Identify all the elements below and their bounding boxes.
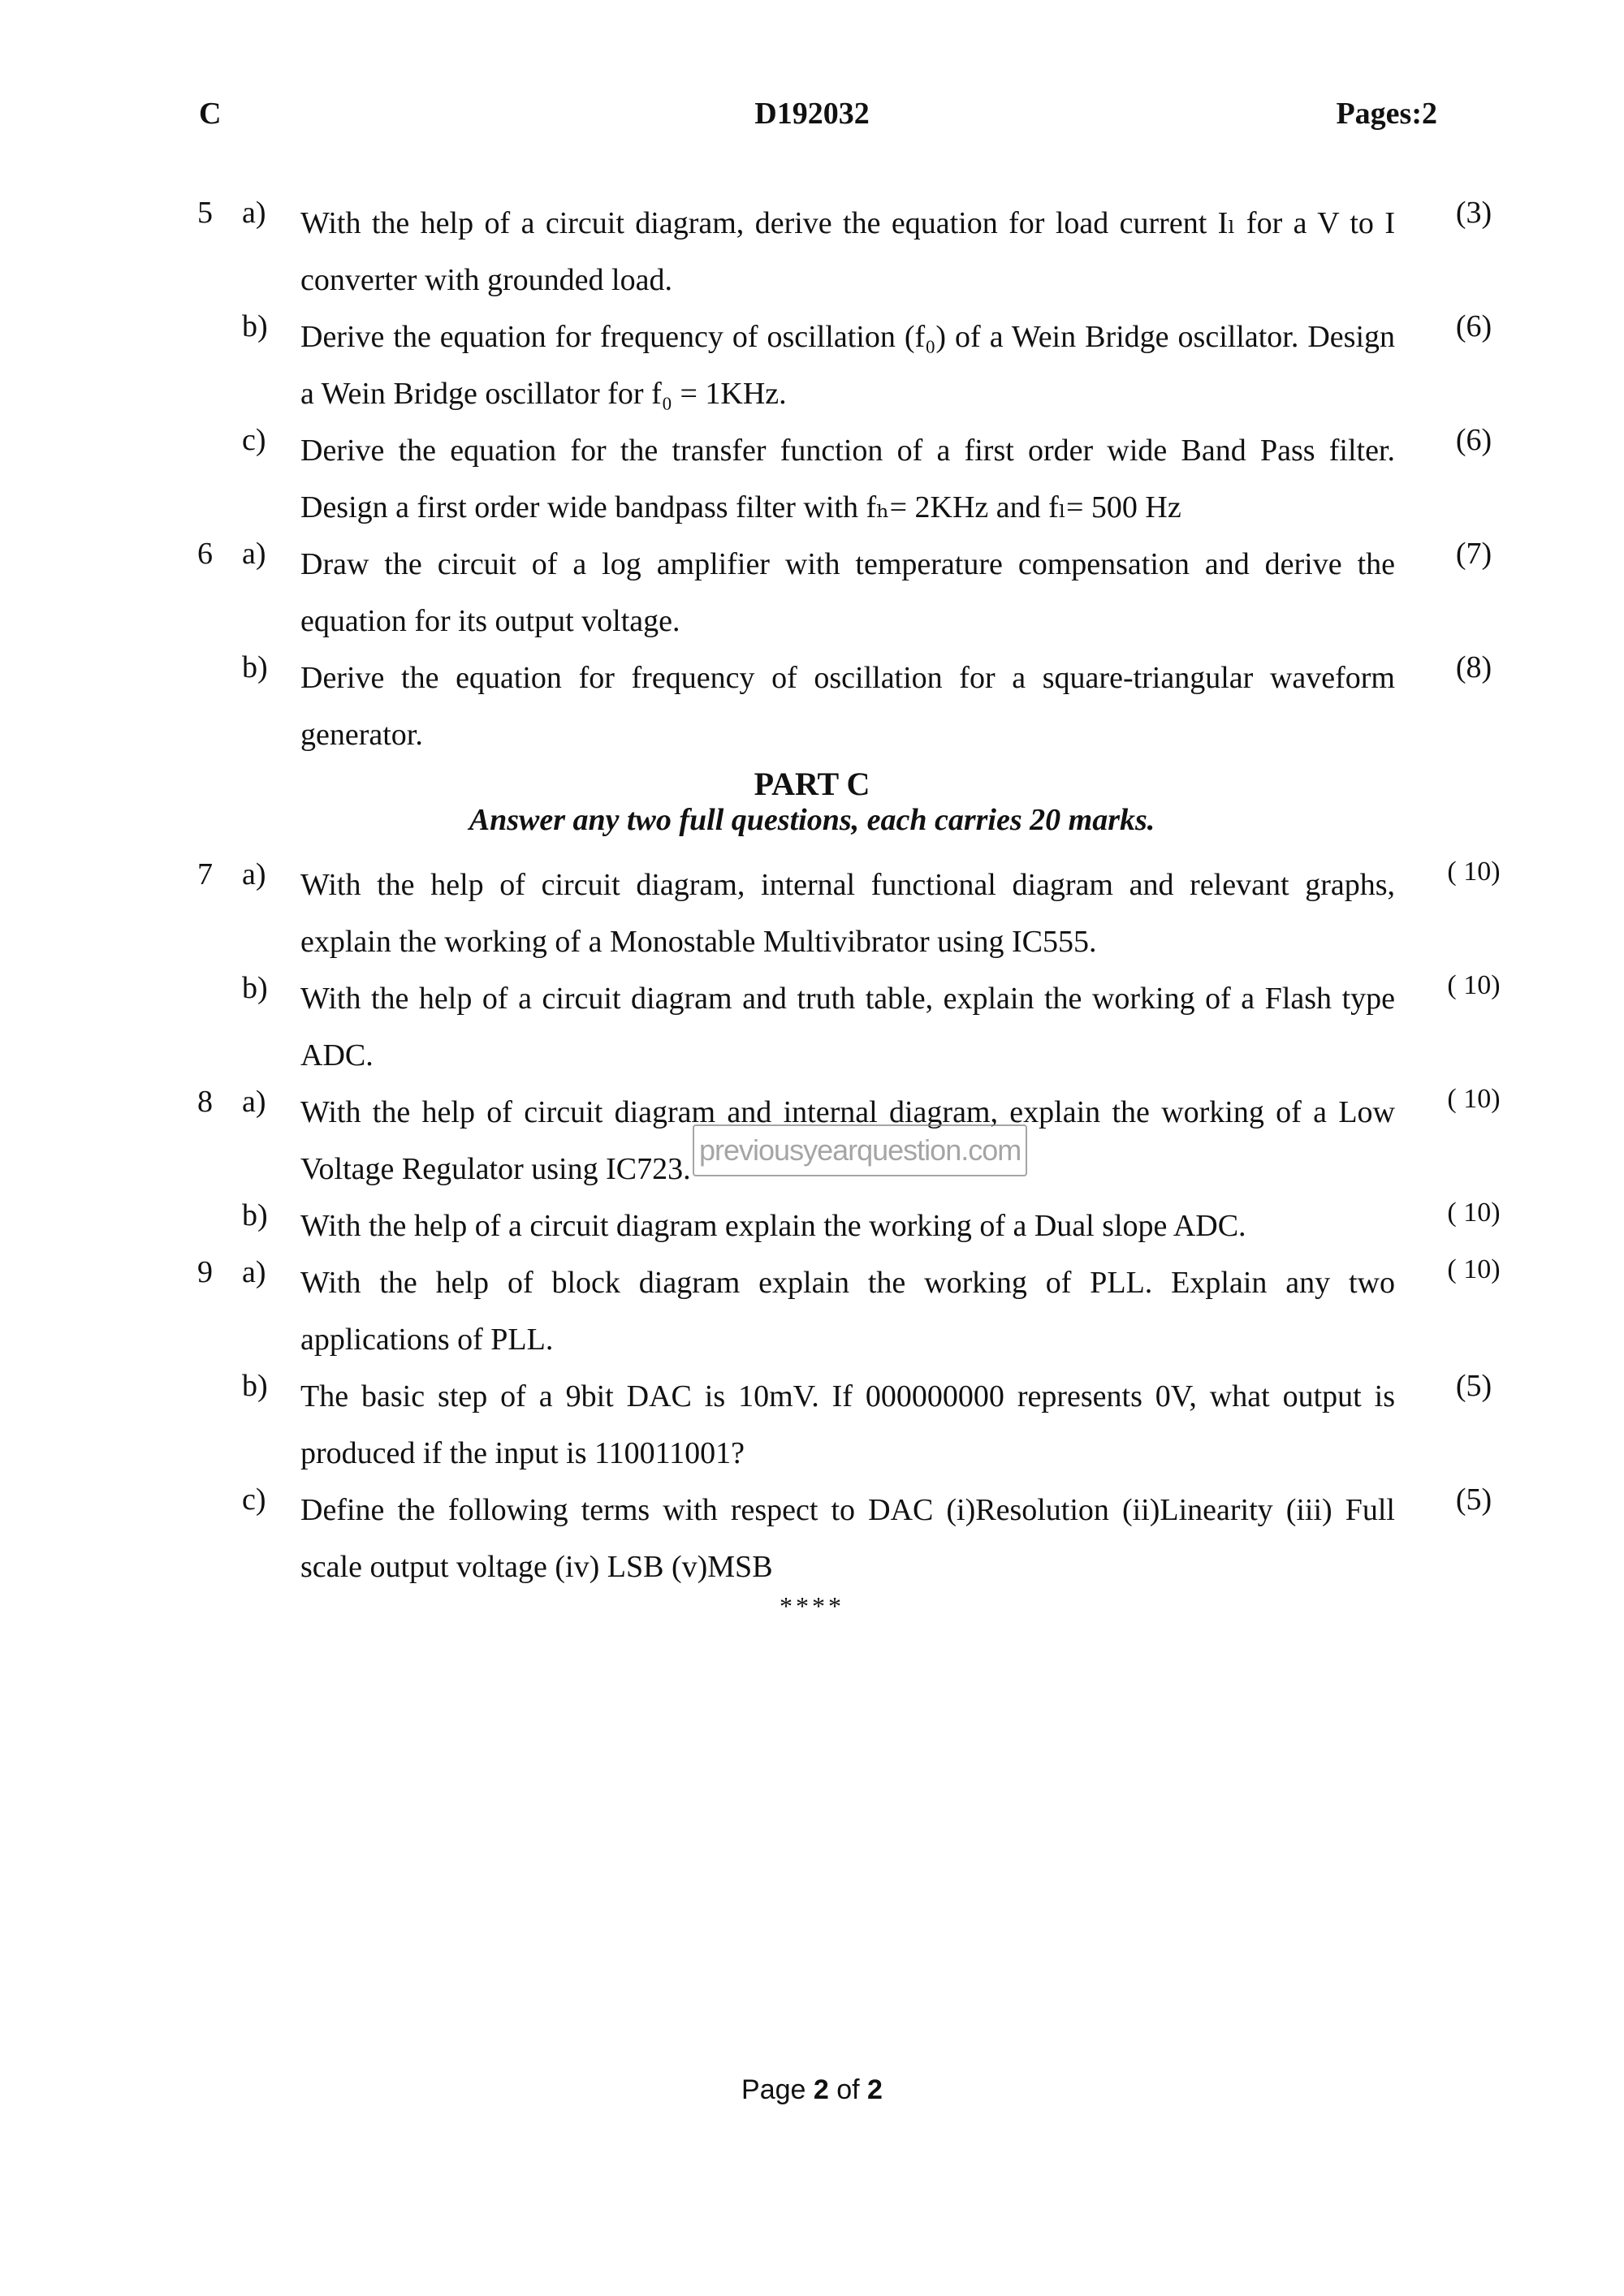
question-text: With the help of a circuit diagram, derive the equation for load current Iₗ for a V to I converter with grounded load. — [300, 206, 1395, 297]
question-part: a) — [242, 537, 266, 571]
question-number: 6 — [197, 537, 213, 571]
question-text: With the help of circuit diagram and internal diagram, explain the working of a Low Voltage Regulator using IC723. — [300, 1095, 1395, 1186]
question-part: a) — [242, 1255, 266, 1289]
question-text: Derive the equation for frequency of oscillation for a square-triangular waveform generator. — [300, 661, 1395, 752]
question-marks: (3) — [1455, 196, 1492, 230]
watermark: previousyearquestion.com — [693, 1124, 1027, 1176]
question-part: a) — [242, 857, 266, 891]
question-part: c) — [242, 423, 266, 457]
question-marks: ( 10) — [1447, 1084, 1501, 1114]
question-marks: ( 10) — [1447, 1254, 1501, 1284]
question-marks: (7) — [1455, 537, 1492, 571]
question-text: Derive the equation for the transfer function of a first order wide Band Pass filter. Design a first order wide bandpass filter with fₕ= 2KHz and fₗ= 500 Hz — [300, 434, 1395, 524]
question-marks: ( 10) — [1447, 857, 1501, 887]
question-marks: (5) — [1455, 1369, 1492, 1403]
page-footer — [0, 2074, 1624, 2106]
question-text: Draw the circuit of a log amplifier with temperature compensation and derive the equation for its output voltage. — [300, 547, 1395, 638]
question-marks: (8) — [1455, 650, 1492, 684]
question-number: 8 — [197, 1085, 213, 1119]
question-part: b) — [242, 309, 268, 343]
page-header — [0, 96, 1624, 145]
question-part: b) — [242, 1369, 268, 1403]
end-of-paper-mark: **** — [780, 1591, 844, 1621]
question-text: With the help of a circuit diagram explain the working of a Dual slope ADC. — [300, 1209, 1246, 1243]
question-marks: (6) — [1455, 423, 1492, 457]
question-number: 9 — [197, 1255, 213, 1289]
question-part: b) — [242, 1198, 268, 1232]
question-number: 7 — [197, 857, 213, 891]
question-part: b) — [242, 971, 268, 1005]
question-part: b) — [242, 650, 268, 684]
question-marks: ( 10) — [1447, 970, 1501, 1000]
question-text: With the help of block diagram explain the working of PLL. Explain any two applications of PLL. — [300, 1266, 1395, 1357]
question-part: c) — [242, 1482, 266, 1517]
part-c-title: PART C — [754, 766, 870, 802]
question-marks: (6) — [1455, 309, 1492, 343]
question-text: With the help of circuit diagram, internal functional diagram and relevant graphs, explain the working of a Monostable Multivibrator using IC555. — [300, 868, 1395, 959]
footer-prefix: Page — [741, 2074, 814, 2105]
footer-current-page: 2 — [813, 2074, 829, 2105]
question-text: Define the following terms with respect to DAC (i)Resolution (ii)Linearity (iii) Full scale output voltage (iv) LSB (v)MSB — [300, 1493, 1395, 1584]
footer-total-pages: 2 — [867, 2074, 883, 2105]
question-marks: (5) — [1455, 1482, 1492, 1517]
question-part: a) — [242, 1085, 266, 1119]
question-text: With the help of a circuit diagram and truth table, explain the working of a Flash type ADC. — [300, 982, 1395, 1072]
header-paper-set: C — [199, 97, 222, 131]
question-text: The basic step of a 9bit DAC is 10mV. If 000000000 represents 0V, what output is produced if the input is 110011001? — [300, 1379, 1395, 1470]
question-part: a) — [242, 196, 266, 230]
header-paper-code: D192032 — [754, 97, 870, 131]
question-number: 5 — [197, 196, 213, 230]
header-page-count: Pages:2 — [1336, 97, 1437, 131]
question-marks: ( 10) — [1447, 1198, 1501, 1228]
part-c-instruction: Answer any two full questions, each carries 20 marks. — [469, 803, 1155, 837]
question-text: Derive the equation for frequency of oscillation (f₀) of a Wein Bridge oscillator. Design a Wein Bridge oscillator for f₀ = 1KHz. — [300, 320, 1395, 411]
footer-middle: of — [828, 2074, 868, 2105]
